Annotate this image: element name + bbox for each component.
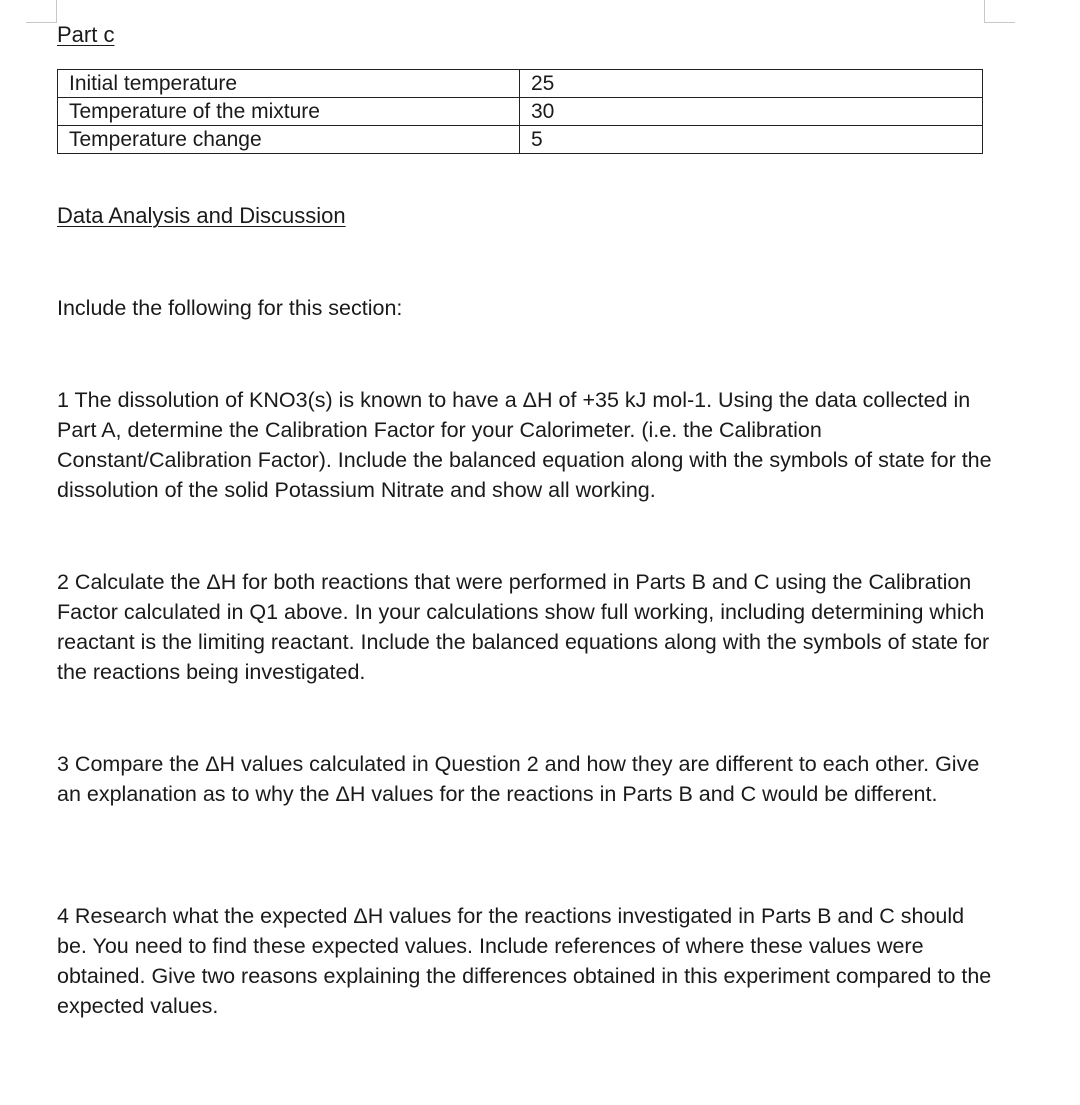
row-value: 25 (520, 70, 983, 98)
question-3: 3 Compare the ΔH values calculated in Question 2 and how they are different to each other. Give an explanation as to why the ΔH values for the reactions in Parts B and C would be different. (57, 752, 980, 806)
table-row (58, 126, 983, 154)
page-corner-mark-left (26, 0, 57, 23)
question-4: 4 Research what the expected ΔH values for the reactions investigated in Parts B and C should be. You need to find these expected values. Include references of where these values were obtained. Give two reasons explaining the differences obtained in this experiment compared to the expected values. (57, 904, 992, 1018)
row-label: Temperature of the mixture (58, 98, 520, 126)
row-label: Temperature change (58, 126, 520, 154)
part-heading: Part c (57, 22, 115, 47)
temperature-table (57, 69, 983, 154)
row-value: 30 (520, 98, 983, 126)
row-value: 5 (520, 126, 983, 154)
row-label: Initial temperature (58, 70, 520, 98)
table-row (58, 70, 983, 98)
intro-text: Include the following for this section: (57, 296, 403, 320)
question-2: 2 Calculate the ΔH for both reactions that were performed in Parts B and C using the Calibration Factor calculated in Q1 above. In your calculations show full working, including determining which reactant is the limiting reactant. Include the balanced equations along with the symbols of state for the reactions being investigated. (57, 570, 990, 684)
table-row (58, 98, 983, 126)
page-corner-mark-right (984, 0, 1015, 23)
section-heading: Data Analysis and Discussion (57, 203, 346, 228)
question-1: 1 The dissolution of KNO3(s) is known to have a ΔH of +35 kJ mol-1. Using the data collected in Part A, determine the Calibration Factor for your Calorimeter. (i.e. the Calibration Constant/Calibration Factor). Include the balanced equation along with the symbols of state for the dissolution of the solid Potassium Nitrate and show all working. (57, 388, 992, 502)
